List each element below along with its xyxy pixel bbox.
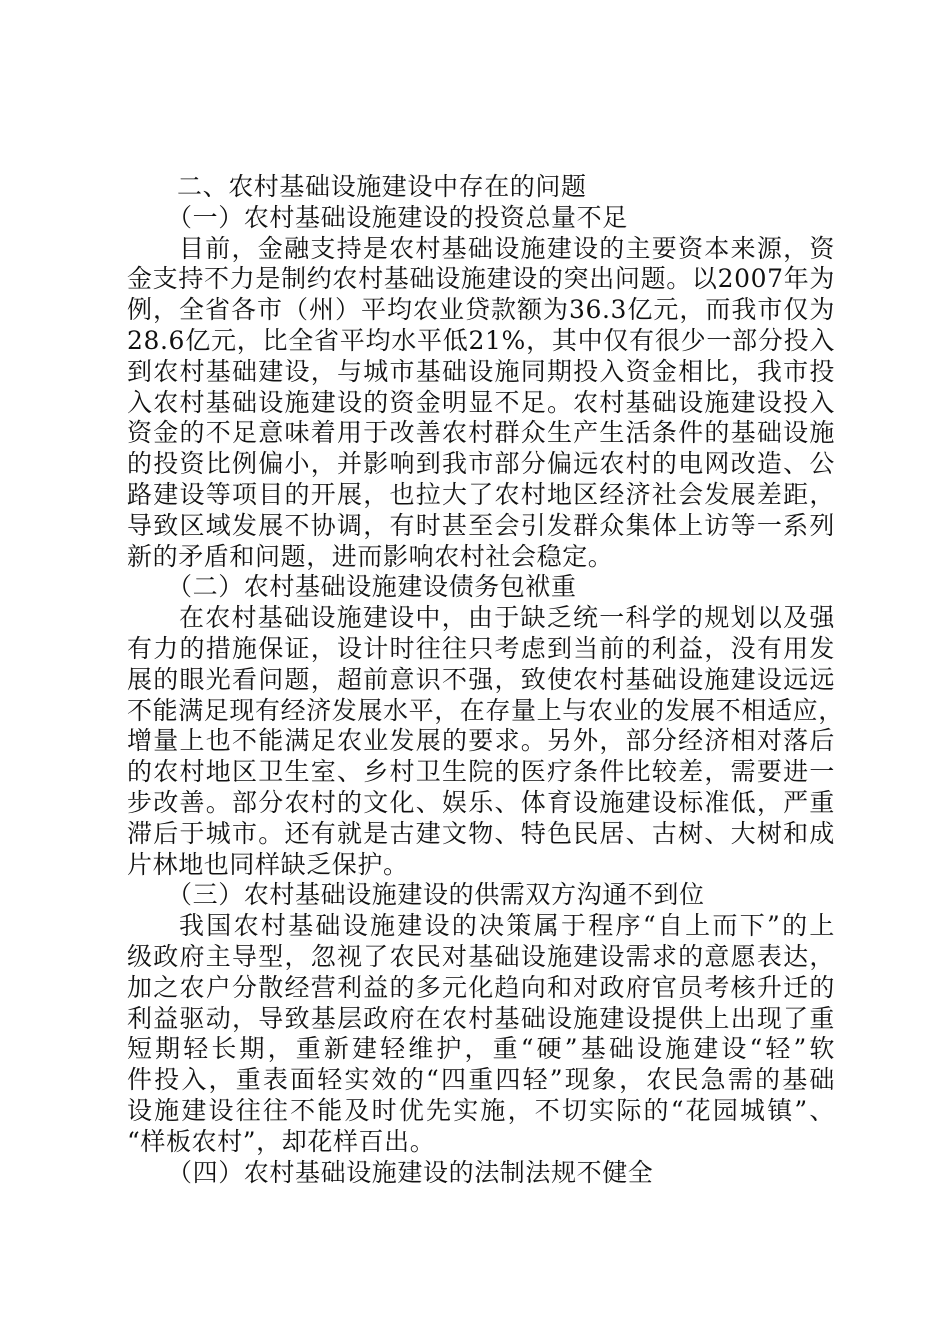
subsection-title-1: （一）农村基础设施建设的投资总量不足 (167, 202, 628, 232)
paragraph-3 (127, 911, 835, 1157)
paragraph-line: 加之农户分散经营利益的多元化趋向和对政府官员考核升迁的 (127, 972, 835, 1002)
paragraph-line: 利益驱动，导致基层政府在农村基础设施建设提供上出现了重 (127, 1003, 835, 1033)
paragraph-2 (127, 603, 844, 880)
paragraph-line: 导致区域发展不协调，有时甚至会引发群众集体上访等一系列 (127, 510, 835, 540)
paragraph-line: 件投入，重表面轻实效的“四重四轻”现象，农民急需的基础 (127, 1065, 835, 1095)
paragraph-line: 增量上也不能满足农业发展的要求。另外，部分经济相对落后 (127, 726, 835, 756)
paragraph-line: 不能满足现有经济发展水平，在存量上与农业的发展不相适应， (127, 695, 844, 725)
paragraph-line: 滞后于城市。还有就是古建文物、特色民居、古树、大树和成 (127, 818, 835, 848)
paragraph-line: 级政府主导型，忽视了农民对基础设施建设需求的意愿表达， (127, 941, 835, 971)
paragraph-line: 资金的不足意味着用于改善农村群众生产生活条件的基础设施 (127, 418, 835, 448)
paragraph-line: 在农村基础设施建设中，由于缺乏统一科学的规划以及强 (179, 603, 835, 633)
paragraph-line: “样板农村”，却花样百出。 (127, 1126, 436, 1156)
paragraph-line: 片林地也同样缺乏保护。 (127, 849, 409, 879)
paragraph-line: 金支持不力是制约农村基础设施建设的突出问题。以2007年为 (127, 264, 835, 294)
section-heading: 二、农村基础设施建设中存在的问题 (177, 172, 587, 201)
document-body (127, 172, 844, 1188)
paragraph-line: 展的眼光看问题，超前意识不强，致使农村基础设施建设远远 (127, 664, 835, 694)
paragraph-1 (127, 234, 835, 573)
paragraph-line: 到农村基础建设，与城市基础设施同期投入资金相比，我市投 (127, 356, 835, 386)
paragraph-line: 28.6亿元，比全省平均水平低21%，其中仅有很少一部分投入 (127, 325, 835, 355)
paragraph-line: 有力的措施保证，设计时往往只考虑到当前的利益，没有用发 (127, 633, 835, 663)
paragraph-line: 目前，金融支持是农村基础设施建设的主要资本来源，资 (179, 233, 835, 263)
paragraph-line: 入农村基础设施建设的资金明显不足。农村基础设施建设投入 (127, 387, 835, 417)
subsection-title-4: （四）农村基础设施建设的法制法规不健全 (167, 1157, 654, 1187)
paragraph-line: 设施建设往往不能及时优先实施，不切实际的“花园城镇”、 (127, 1095, 835, 1125)
paragraph-line: 我国农村基础设施建设的决策属于程序“自上而下”的上 (179, 911, 835, 941)
paragraph-line: 的投资比例偏小，并影响到我市部分偏远农村的电网改造、公 (127, 449, 835, 479)
subsection-title-2: （二）农村基础设施建设债务包袱重 (167, 572, 577, 602)
paragraph-line: 步改善。部分农村的文化、娱乐、体育设施建设标准低，严重 (127, 787, 835, 817)
subsection-title-3: （三）农村基础设施建设的供需双方沟通不到位 (167, 880, 705, 910)
paragraph-line: 路建设等项目的开展，也拉大了农村地区经济社会发展差距， (127, 479, 835, 509)
paragraph-line: 新的矛盾和问题，进而影响农村社会稳定。 (127, 541, 614, 571)
paragraph-line: 的农村地区卫生室、乡村卫生院的医疗条件比较差，需要进一 (127, 757, 835, 787)
paragraph-line: 短期轻长期，重新建轻维护，重“硬”基础设施建设“轻”软 (127, 1034, 835, 1064)
paragraph-line: 例，全省各市（州）平均农业贷款额为36.3亿元，而我市仅为 (127, 295, 835, 325)
